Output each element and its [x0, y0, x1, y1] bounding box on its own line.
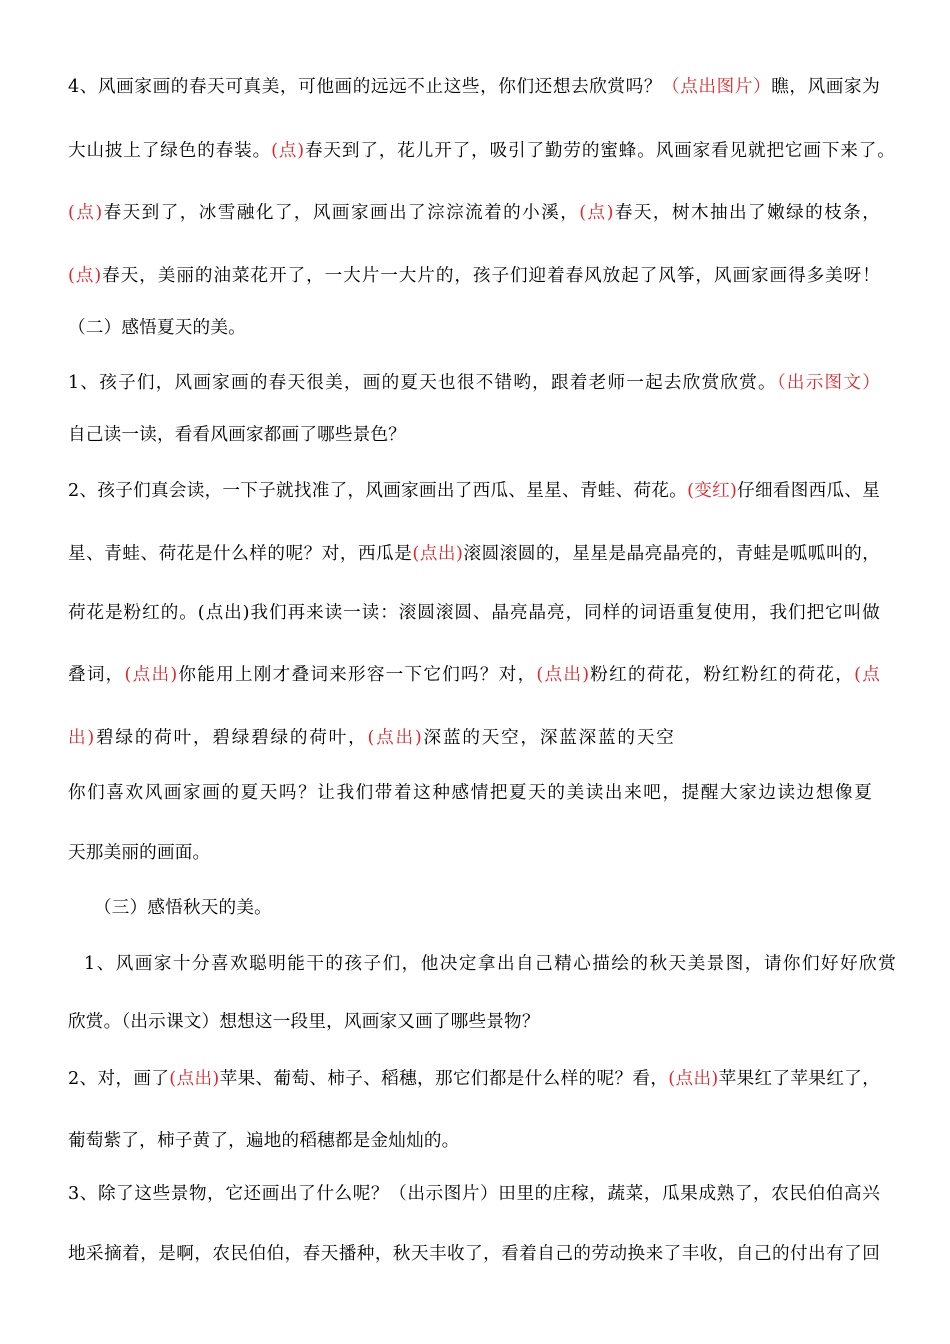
text-segment: 深蓝的天空，深蓝深蓝的天空	[421, 728, 674, 748]
red-annotation: (点出)	[412, 544, 464, 564]
text-line	[68, 664, 880, 686]
text-line	[68, 372, 880, 394]
text-segment: （二）感悟夏天的美。	[68, 318, 246, 338]
text-segment: 春天到了，冰雪融化了，风画家画出了淙淙流着的小溪，	[102, 203, 580, 223]
red-annotation: (点)	[579, 203, 614, 223]
text-segment: 粉红的荷花，粉红粉红的荷花，	[589, 665, 855, 685]
text-segment: 1、孩子们，风画家画的春天很美，画的夏天也很不错哟，跟着老师一起去欣赏欣赏。	[68, 373, 777, 393]
text-segment: 你能用上刚才叠词来形容一下它们吗？对，	[177, 665, 537, 685]
red-annotation: (点	[854, 665, 880, 685]
text-line	[68, 1130, 459, 1152]
text-line	[68, 1183, 880, 1205]
text-line	[68, 602, 880, 624]
text-line	[68, 842, 210, 864]
red-annotation: 出)	[68, 728, 95, 748]
text-segment: 你们喜欢风画家画的夏天吗？让我们带着这种感情把夏天的美读出来吧，提醒大家边读边想像夏	[68, 783, 872, 803]
red-annotation: (点出)	[536, 665, 590, 685]
text-line	[68, 480, 880, 502]
text-segment: 苹果、葡萄、柿子、稻穗，那它们都是什么样的呢？看，	[219, 1069, 669, 1089]
red-annotation: (点)	[68, 203, 103, 223]
text-segment: 大山披上了绿色的春装。	[68, 141, 272, 161]
text-segment: 仔细看图西瓜、星	[737, 481, 880, 501]
text-segment: 欣赏。（出示课文）想想这一段里，风画家又画了哪些景物？	[68, 1012, 540, 1032]
red-annotation: (点出)	[169, 1069, 220, 1089]
red-annotation: （点出图片）	[662, 77, 772, 97]
text-segment: 地采摘着，是啊，农民伯伯，春天播种，秋天丰收了，看着自己的劳动换来了丰收，自己的付出有了回	[68, 1244, 880, 1264]
text-segment: 2、对，画了	[68, 1069, 170, 1089]
red-annotation: (点)	[271, 141, 305, 161]
text-line	[68, 76, 880, 98]
text-segment: 1、风画家十分喜欢聪明能干的孩子们，他决定拿出自己精心描绘的秋天美景图，请你们好好欣赏	[84, 954, 896, 974]
text-line	[68, 265, 880, 287]
red-annotation: (点)	[68, 266, 102, 286]
text-line	[68, 727, 674, 749]
text-segment: 4、风画家画的春天可真美，可他画的远远不止这些，你们还想去欣赏吗？	[68, 77, 663, 97]
text-segment: 葡萄紫了，柿子黄了，遍地的稻穗都是金灿灿的。	[68, 1131, 460, 1151]
red-annotation: (点出)	[367, 728, 422, 748]
text-segment: （三）感悟秋天的美。	[94, 898, 272, 918]
text-segment: 3、除了这些景物，它还画出了什么呢？（出示图片）田里的庄稼，蔬菜，瓜果成熟了，农民伯伯高兴	[68, 1184, 880, 1204]
text-segment: 春天到了，花儿开了，吸引了勤劳的蜜蜂。风画家看见就把它画下来了。	[304, 141, 896, 161]
text-segment: 天那美丽的画面。	[68, 843, 211, 863]
text-line	[84, 953, 896, 975]
text-line	[94, 897, 272, 919]
text-segment: 碧绿的荷叶，碧绿碧绿的荷叶，	[94, 728, 368, 748]
text-segment: 瞧，风画家为	[771, 77, 880, 97]
red-annotation: (点出)	[668, 1069, 719, 1089]
text-segment: 荷花是粉红的。(点出)我们再来读一读：滚圆滚圆、晶亮晶亮，同样的词语重复使用，我们把它叫做	[68, 603, 880, 623]
text-segment: 自己读一读，看看风画家都画了哪些景色？	[68, 425, 407, 445]
text-segment: 2、孩子们真会读，一下子就找准了，风画家画出了西瓜、星星、青蛙、荷花。	[68, 481, 688, 501]
red-annotation: (变红)	[687, 481, 738, 501]
text-line	[68, 1068, 880, 1090]
text-line	[68, 140, 895, 162]
text-line	[68, 202, 880, 224]
text-line	[68, 782, 872, 804]
text-line	[68, 1243, 880, 1265]
text-line	[68, 1011, 540, 1033]
text-segment: 星、青蛙、荷花是什么样的呢？对，西瓜是	[68, 544, 413, 564]
text-segment: 叠词，	[68, 665, 125, 685]
red-annotation: （出示图文）	[776, 373, 880, 393]
text-segment: 苹果红了苹果红了，	[718, 1069, 881, 1089]
text-line	[68, 317, 246, 339]
text-segment: 春天，树木抽出了嫩绿的枝条，	[613, 203, 880, 223]
text-segment: 滚圆滚圆的，星星是晶亮晶亮的，青蛙是呱呱叫的，	[463, 544, 880, 564]
text-segment: 春天，美丽的油菜花开了，一大片一大片的，孩子们迎着春风放起了风筝，风画家画得多美呀！	[101, 266, 881, 286]
text-line	[68, 543, 880, 565]
text-line	[68, 424, 406, 446]
red-annotation: (点出)	[124, 665, 178, 685]
